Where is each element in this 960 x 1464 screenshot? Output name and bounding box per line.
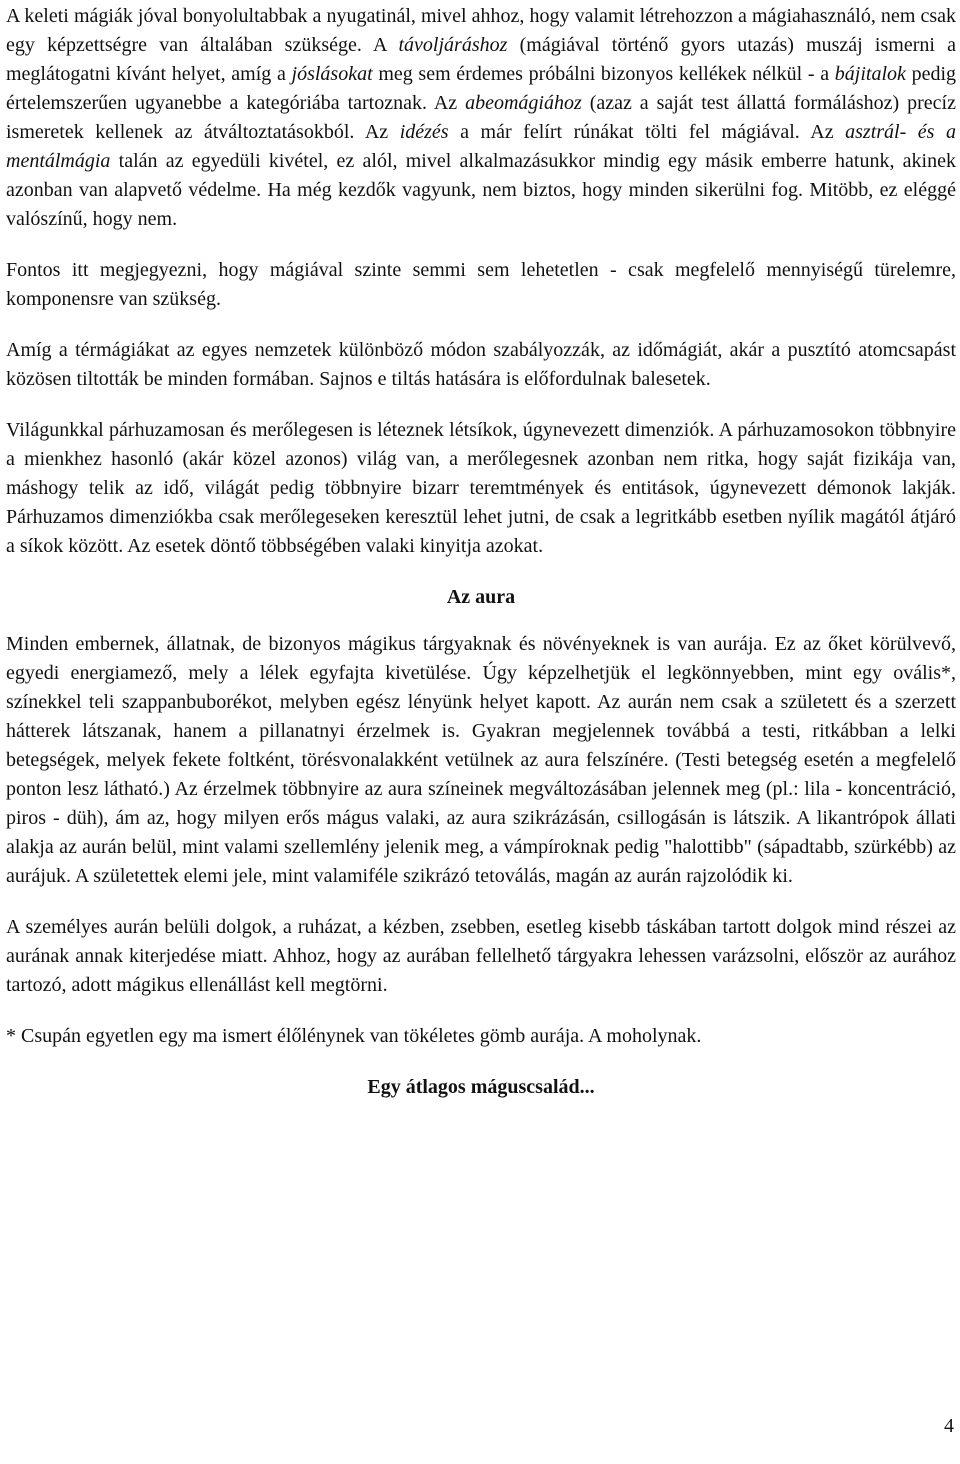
paragraph	[6, 913, 956, 1000]
italic-term: asztrál- és a mentálmágia	[6, 121, 956, 172]
text-run: A személyes aurán belüli dolgok, a ruházat, a kézben, zsebben, esetleg kisebb táskában tartott dolgok mind részei az aurának annak kiterjedése miatt. Ahhoz, hogy az aurában fellelhető tárgyakra lehessen varázsolni, először az aurához tartozó, adott mágikus ellenállást kell megtörni.	[6, 916, 956, 996]
text-run: (mágiával történő gyors utazás) muszáj ismerni a meglátogatni kívánt helyet, amíg a	[6, 34, 956, 85]
intro-paragraphs	[6, 2, 956, 561]
text-run: Fontos itt megjegyezni, hogy mágiával szinte semmi sem lehetetlen - csak megfelelő mennyiségű türelemre, komponensre van szükség.	[6, 259, 956, 310]
document-page	[6, 0, 956, 1124]
text-run: pedig értelemszerűen ugyanebbe a kategóriába tartoznak. Az	[6, 63, 957, 114]
paragraph	[6, 630, 956, 891]
text-run: meg sem érdemes próbálni bizonyos kellékek nélkül - a	[372, 63, 835, 85]
paragraph	[6, 336, 956, 394]
text-run: (azaz a saját test állattá formáláshoz) precíz ismeretek kellenek az átváltoztatásokból. Az	[6, 92, 956, 143]
text-run: A keleti mágiák jóval bonyolultabbak a nyugatinál, mivel ahhoz, hogy valamit létrehozzon a mágiahasználó, nem csak egy képzettségre van általában szüksége. A	[6, 5, 956, 56]
text-run: * Csupán egyetlen egy ma ismert élőlénynek van tökéletes gömb aurája. A moholynak.	[6, 1025, 702, 1047]
text-run: Minden embernek, állatnak, de bizonyos mágikus tárgyaknak és növényeknek is van aurája. Ez az őket körülvevő, egyedi energiamező, mely a lélek egyfajta kivetülése. Úgy képzelhetjük el legkönnyebben, mint egy ovális*, színekkel teli szappanbuborékot, melyben egész lényünk helyet kapott. Az aurán nem csak a született és a szerzett hátterek látszanak, hanem a pillanatnyi érzelmek is. Gyakran megjelennek továbbá a testi, ritkábban a lelki betegségek, melyek fekete foltként, törésvonalakként vetülnek az aura felszínére. (Testi betegség esetén a megfelelő ponton lesz látható.) Az érzelmek többnyire az aura színeinek megváltozásában jelennek meg (pl.: lila - koncentráció, piros - düh), ám az, hogy milyen erős mágus valaki, az aura szikrázásán, csillogásán is látszik. A likantrópok állati alakja az aurán belül, mint valami szellemlény jelenik meg, a vámpíroknak pedig "halottibb" (sápadtabb, szürkébb) az aurájuk. A születettek elemi jele, mint valamiféle szikrázó tetoválás, magán az aurán rajzolódik ki.	[6, 633, 956, 887]
aura-paragraphs	[6, 630, 956, 1051]
italic-term: bájitalok	[834, 63, 906, 85]
paragraph	[6, 2, 956, 234]
paragraph	[6, 256, 956, 314]
italic-term: abeomágiához	[465, 92, 582, 114]
italic-term: jóslásokat	[291, 63, 373, 85]
text-run: talán az egyedüli kivétel, ez alól, mivel alkalmazásukkor mindig egy másik emberre hatunk, akinek azonban van alapvető védelme. Ha még kezdők vagyunk, nem biztos, hogy minden sikerülni fog. Mitöbb, ez eléggé valószínű, hogy nem.	[6, 150, 956, 230]
section-heading-aura: Az aura	[446, 586, 516, 608]
paragraph	[6, 1022, 956, 1051]
italic-term: távoljáráshoz	[398, 34, 508, 56]
text-run: Amíg a térmágiákat az egyes nemzetek különböző módon szabályozzák, az időmágiát, akár a pusztító atomcsapást közösen tiltották be minden formában. Sajnos e tiltás hatására is előfordulnak balesetek.	[6, 339, 956, 390]
paragraph	[6, 416, 956, 561]
page-number: 4	[944, 1415, 954, 1437]
italic-term: idézés	[399, 121, 449, 143]
text-run: Világunkkal párhuzamosan és merőlegesen is léteznek létsíkok, úgynevezett dimenziók. A párhuzamosokon többnyire a mienkhez hasonló (akár közel azonos) világ van, a merőlegesnek azonban nem ritka, hogy saját fizikája van, máshogy telik az idő, világát pedig többnyire bizarr teremtmények és entitások, úgynevezett démonok lakják. Párhuzamos dimenziókba csak merőlegeseken keresztül lehet jutni, de csak a legritkább esetben nyílik magától átjáró a síkok között. Az esetek döntő többségében valaki kinyitja azokat.	[6, 419, 956, 557]
text-run: a már felírt rúnákat tölti fel mágiával. Az	[448, 121, 846, 143]
section-heading-family: Egy átlagos máguscsalád...	[367, 1076, 595, 1098]
